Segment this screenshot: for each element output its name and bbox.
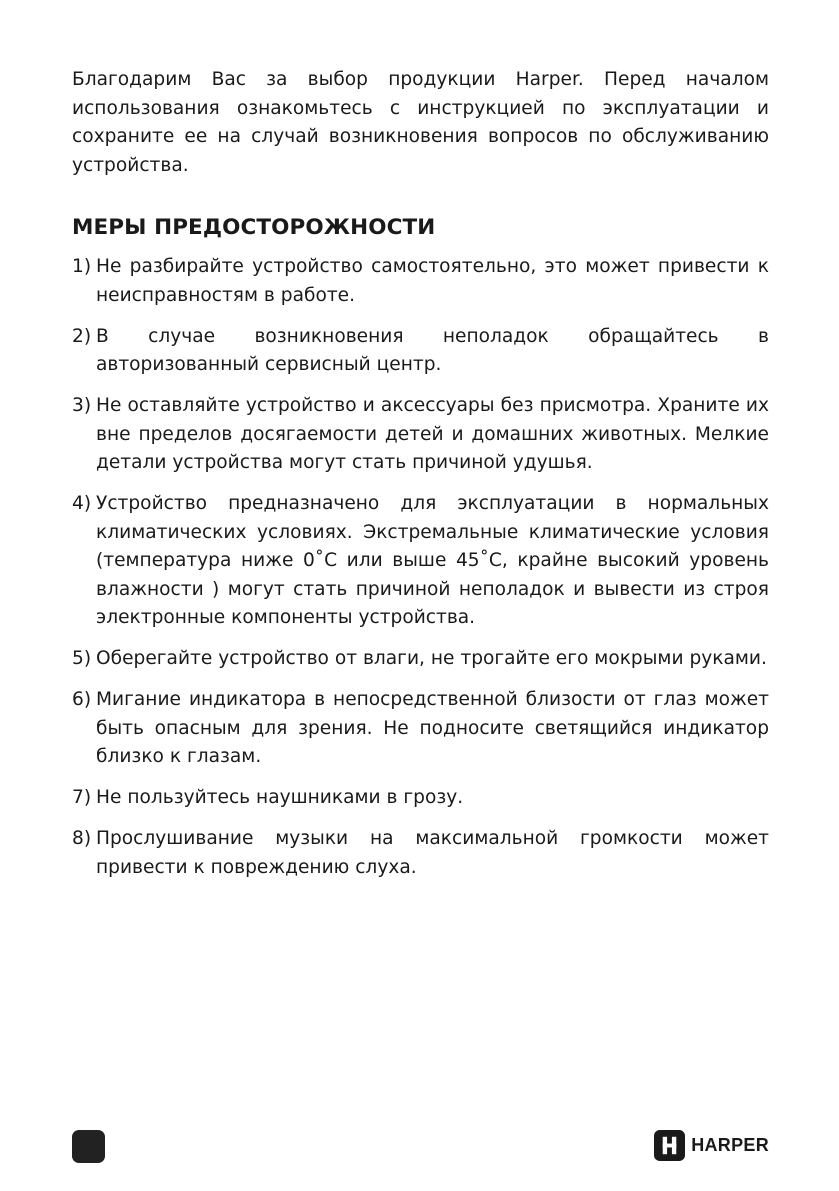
item-number: 7) (72, 787, 92, 808)
list-item (72, 392, 769, 478)
item-number: 8) (72, 828, 92, 849)
list-item (72, 323, 769, 380)
list-item (72, 825, 769, 882)
item-text: В случае возникновения неполадок обращайтесь в авторизованный сервисный центр. (96, 325, 769, 375)
item-number: 2) (72, 325, 92, 347)
precautions-heading: МЕРЫ ПРЕДОСТОРОЖНОСТИ (72, 215, 436, 240)
item-text: Оберегайте устройство от влаги, не трогайте его мокрыми руками. (96, 648, 767, 669)
list-item (72, 784, 769, 813)
item-text: Не пользуйтесь наушниками в грозу. (96, 787, 464, 808)
item-text: Не разбирайте устройство самостоятельно, это может привести к неисправностям в работе. (96, 256, 769, 306)
item-number: 1) (72, 256, 92, 277)
item-text: Прослушивание музыки на максимальной громкости может привести к повреждению слуха. (96, 828, 769, 878)
intro-paragraph: Благодарим Вас за выбор продукции Harper. Перед началом использования ознакомьтесь с инструкцией по эксплуатации и сохраните ее на случай возникновения вопросов по обслуживанию устройства. (72, 69, 769, 176)
item-number: 5) (72, 648, 92, 669)
brand-name: HARPER (691, 1135, 769, 1155)
manual-page (72, 66, 769, 895)
item-text: Устройство предназначено для эксплуатации в нормальных климатических условиях. Экстремальные климатические условия (температура ниже 0˚С или выше 45˚С, крайне высокий уровень влажности ) могут стать причиной неполадок и вывести из строя электронные компоненты устройства. (96, 493, 769, 628)
list-item (72, 686, 769, 772)
page-marker (72, 1130, 105, 1163)
list-item (72, 490, 769, 633)
item-text: Мигание индикатора в непосредственной близости от глаз может быть опасным для зрения. Не подносите светящийся индикатор близко к глазам. (96, 689, 769, 767)
list-item (72, 645, 769, 674)
item-number: 6) (72, 689, 92, 710)
harper-h-icon (654, 1130, 685, 1161)
brand-logo (654, 1130, 769, 1161)
item-text: Не оставляйте устройство и аксессуары без присмотра. Храните их вне пределов досягаемости детей и домашних животных. Мелкие детали устройства могут стать причиной удушья. (96, 395, 769, 473)
item-number: 3) (72, 395, 92, 416)
item-number: 4) (72, 493, 92, 514)
list-item (72, 253, 769, 310)
precautions-list (72, 253, 769, 882)
